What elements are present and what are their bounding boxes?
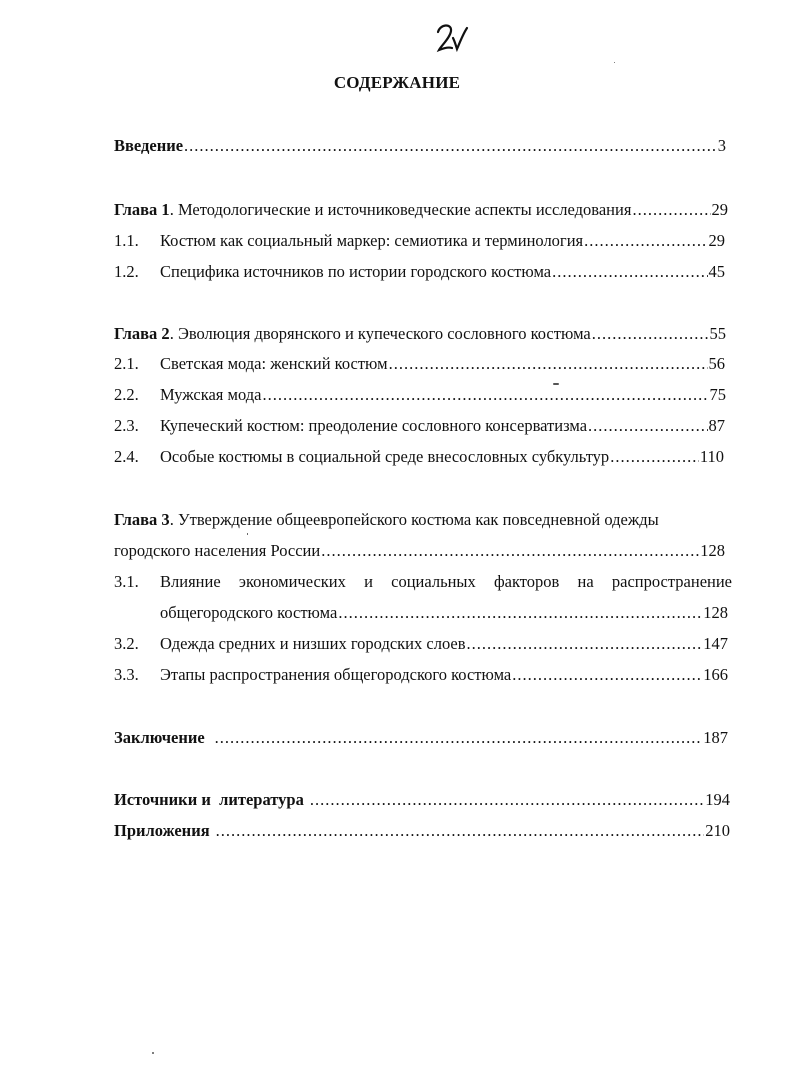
chapter-label: Глава 2 <box>114 324 170 343</box>
toc-page-number: 166 <box>703 665 728 684</box>
toc-entry-label: Введение <box>114 136 184 155</box>
dot-leader <box>588 416 707 436</box>
section-title: Купеческий костюм: преодоление сословного консерватизма <box>160 416 588 435</box>
toc-chapter-title <box>114 200 631 220</box>
toc-section-3-2[interactable] <box>0 634 794 656</box>
toc-page-number: 3 <box>717 136 726 155</box>
section-title: общегородского костюма <box>160 603 338 622</box>
toc-entry-conclusion[interactable] <box>114 728 728 748</box>
toc-chapter-3-line-2[interactable] <box>114 541 725 561</box>
section-title: Специфика источников по истории городского костюма <box>160 262 552 281</box>
toc-page-number: 55 <box>709 324 726 343</box>
toc-page-number: 87 <box>708 416 725 435</box>
toc-page-number: 128 <box>703 603 728 622</box>
dot-leader <box>584 231 707 251</box>
page-title: СОДЕРЖАНИЕ <box>333 73 461 92</box>
toc-section-2-3[interactable] <box>0 416 794 438</box>
dot-leader <box>310 790 704 810</box>
dot-leader <box>215 728 703 748</box>
handwritten-page-number <box>432 18 472 58</box>
chapter-label: Глава 1 <box>114 200 170 219</box>
toc-entry-label: Приложения <box>114 821 210 840</box>
section-number: 3.3. <box>114 665 139 684</box>
section-title: Костюм как социальный маркер: семиотика и терминология <box>160 231 584 250</box>
toc-chapter-3-line-1[interactable] <box>114 510 734 530</box>
section-number: 2.2. <box>114 385 139 404</box>
toc-entry-intro[interactable] <box>114 136 726 156</box>
section-number: 1.1. <box>114 231 139 250</box>
toc-entry-sources[interactable] <box>114 790 730 810</box>
toc-section-2-1[interactable] <box>0 354 794 376</box>
scan-speck <box>247 533 248 535</box>
toc-page-number: 45 <box>708 262 725 281</box>
dot-leader <box>262 385 708 405</box>
section-title: Светская мода: женский костюм <box>160 354 388 373</box>
dot-leader <box>610 447 699 467</box>
toc-entry-appendix[interactable] <box>114 821 730 841</box>
dot-leader <box>321 541 699 561</box>
toc-section-3-1[interactable] <box>0 572 794 594</box>
section-title: Мужская мода <box>160 385 262 404</box>
scan-speck <box>553 383 559 385</box>
section-number: 3.1. <box>114 572 139 591</box>
section-title: Влияние экономических и социальных факторов на распространение <box>160 572 732 591</box>
scan-speck <box>614 62 615 63</box>
section-number: 2.1. <box>114 354 139 373</box>
dot-leader <box>389 354 708 374</box>
dot-leader <box>338 603 702 623</box>
section-title: Особые костюмы в социальной среде внесословных субкультур <box>160 447 610 466</box>
dot-leader <box>592 324 709 344</box>
toc-page-number: 29 <box>711 200 728 219</box>
section-number: 2.3. <box>114 416 139 435</box>
chapter-title-text: . Эволюция дворянского и купеческого сословного костюма <box>169 324 591 343</box>
scan-speck <box>152 1052 154 1054</box>
toc-section-3-1-cont[interactable] <box>160 603 728 623</box>
section-number: 3.2. <box>114 634 139 653</box>
dot-leader <box>552 262 707 282</box>
toc-page-number: 128 <box>700 541 725 560</box>
toc-section-2-2[interactable] <box>0 385 794 407</box>
dot-leader <box>632 200 710 220</box>
dot-leader <box>512 665 702 685</box>
toc-page-number: 194 <box>705 790 730 809</box>
toc-section-2-4[interactable] <box>0 447 794 469</box>
toc-page-number: 187 <box>703 728 728 747</box>
chapter-label: Глава 3 <box>114 510 170 529</box>
page-number-glyph <box>432 18 472 58</box>
toc-section-1-1[interactable] <box>0 231 794 253</box>
chapter-title-text: . Утверждение общеевропейского костюма как повседневной одежды <box>169 510 659 529</box>
toc-section-1-2[interactable] <box>0 262 794 284</box>
toc-page-number: 110 <box>699 447 724 466</box>
dot-leader <box>184 136 717 156</box>
toc-chapter-1[interactable] <box>114 200 728 220</box>
toc-page-number: 210 <box>705 821 730 840</box>
dot-leader <box>216 821 705 841</box>
toc-entry-label: Заключение <box>114 728 205 747</box>
toc-chapter-2[interactable] <box>114 324 726 344</box>
section-title: Этапы распространения общегородского костюма <box>160 665 512 684</box>
section-number: 2.4. <box>114 447 139 466</box>
chapter-title-text: . Методологические и источниковедческие аспекты исследования <box>169 200 632 219</box>
toc-page-number: 56 <box>708 354 725 373</box>
toc-entry-label: Источники и литература <box>114 790 304 809</box>
toc-section-3-3[interactable] <box>0 665 794 687</box>
toc-chapter-title <box>114 324 591 344</box>
toc-page-number: 29 <box>708 231 725 250</box>
chapter-title-text: городского населения России <box>114 541 321 560</box>
section-title: Одежда средних и низших городских слоев <box>160 634 466 653</box>
toc-page-number: 75 <box>709 385 726 404</box>
section-number: 1.2. <box>114 262 139 281</box>
dot-leader <box>467 634 703 654</box>
toc-page-number: 147 <box>703 634 728 653</box>
